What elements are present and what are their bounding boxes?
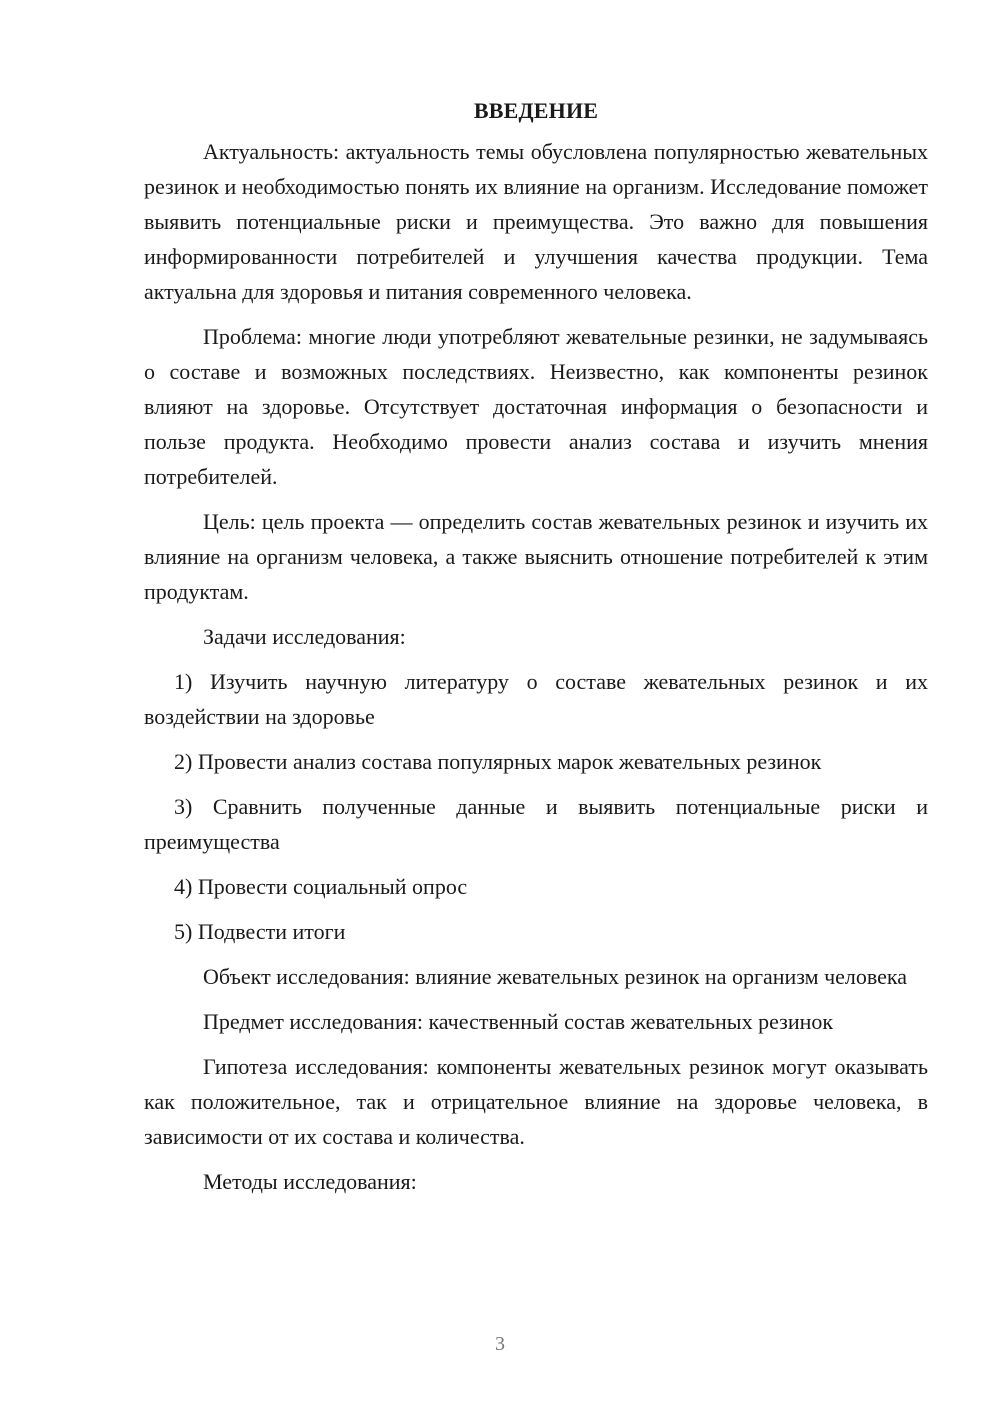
document-page xyxy=(144,96,928,1209)
list-item-task-2: 2) Провести анализ состава популярных марок жевательных резинок xyxy=(174,749,822,774)
methods-heading: Методы исследования: xyxy=(203,1169,417,1194)
list-item-task-1: 1) Изучить научную литературу о составе жевательных резинок и их воздействии на здоровье xyxy=(144,669,928,729)
page-number: 3 xyxy=(495,1333,505,1355)
tasks-list xyxy=(144,664,928,949)
paragraph-hypothesis: Гипотеза исследования: компоненты жевательных резинок могут оказывать как положительное, так и отрицательное влияние на здоровье человека, в зависимости от их состава и количества. xyxy=(144,1054,928,1149)
paragraph-relevance: Актуальность: актуальность темы обусловлена популярностью жевательных резинок и необходимостью понять их влияние на организм. Исследование поможет выявить потенциальные риски и преимущества. Это важно для повышения информированности потребителей и улучшения качества продукции. Тема актуальна для здоровья и питания современного человека. xyxy=(144,139,928,304)
list-item-task-4: 4) Провести социальный опрос xyxy=(174,874,468,899)
paragraph-subject: Предмет исследования: качественный состав жевательных резинок xyxy=(203,1009,834,1034)
section-title: ВВЕДЕНИЕ xyxy=(473,98,599,123)
paragraph-problem: Проблема: многие люди употребляют жевательные резинки, не задумываясь о составе и возможных последствиях. Неизвестно, как компоненты резинок влияют на здоровье. Отсутствует достаточная информация о безопасности и пользе продукта. Необходимо провести анализ состава и изучить мнения потребителей. xyxy=(144,324,928,489)
list-item-task-3: 3) Сравнить полученные данные и выявить потенциальные риски и преимущества xyxy=(144,794,928,854)
paragraph-object: Объект исследования: влияние жевательных резинок на организм человека xyxy=(203,964,908,989)
tasks-heading: Задачи исследования: xyxy=(203,624,406,649)
paragraph-goal: Цель: цель проекта — определить состав жевательных резинок и изучить их влияние на организм человека, а также выяснить отношение потребителей к этим продуктам. xyxy=(144,509,928,604)
list-item-task-5: 5) Подвести итоги xyxy=(174,919,346,944)
